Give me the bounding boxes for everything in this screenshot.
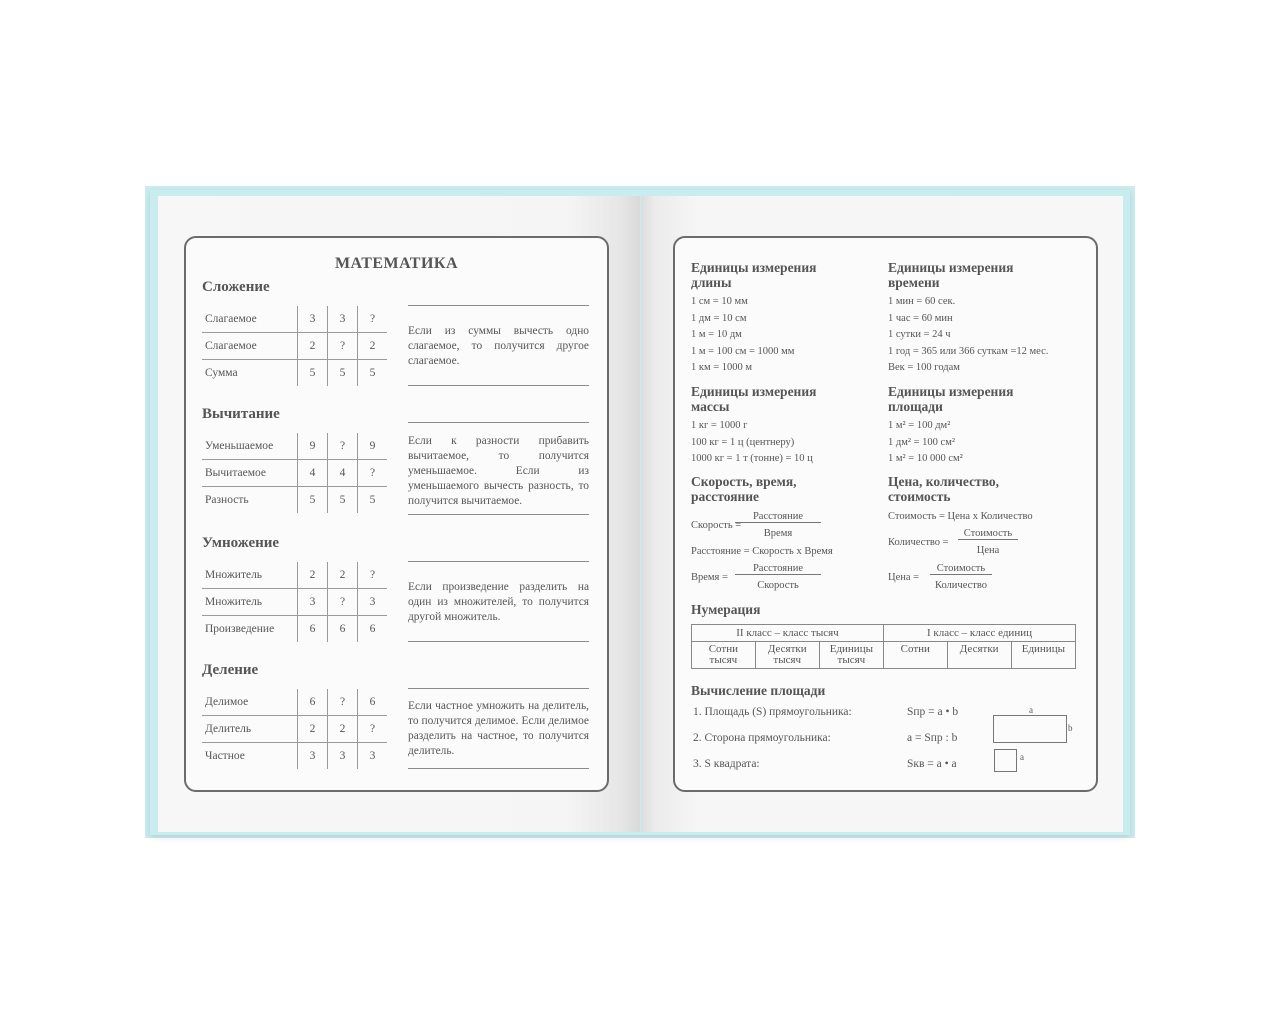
unit-line: 1 мин = 60 сек. — [888, 296, 956, 307]
rank-line: Десятки — [767, 643, 807, 655]
fraction-denominator: Количество — [934, 580, 988, 591]
divider — [408, 514, 589, 515]
divider — [408, 561, 589, 562]
row-label: Вычитаемое — [202, 460, 298, 487]
heading-line: массы — [691, 399, 730, 414]
area-calc-formula: a = Sпр : b — [907, 732, 958, 744]
unit-line: 1 см = 10 мм — [691, 296, 748, 307]
rank-line: тысяч — [773, 654, 802, 666]
unit-line: 1 сутки = 24 ч — [888, 329, 951, 340]
cell-value: ? — [358, 716, 388, 743]
time-formula — [691, 563, 861, 597]
cell-value: 3 — [298, 589, 328, 616]
row-label: Множитель — [202, 562, 298, 589]
area-calc-formula: Sпр = a • b — [907, 706, 959, 718]
area-calc-item: 2. Сторона прямоугольника: — [693, 732, 831, 744]
numeration-heading: Нумерация — [691, 602, 761, 617]
addition-note: Если из суммы вычесть одно слагаемое, то получится другое слагаемое. — [408, 325, 589, 367]
table-row — [202, 716, 387, 743]
square-diagram — [994, 749, 1017, 772]
fraction-numerator: Расстояние — [735, 511, 821, 523]
table-row — [692, 642, 1076, 669]
rank-cell — [692, 642, 756, 669]
cell-value: 6 — [358, 689, 388, 716]
heading-line: длины — [691, 275, 732, 290]
cell-value: 9 — [298, 433, 328, 460]
unit-line: 100 кг = 1 ц (центнеру) — [691, 436, 795, 448]
unit-line: 1 дм = 10 см — [691, 312, 747, 324]
heading-line: площади — [888, 399, 943, 414]
row-label: Произведение — [205, 623, 275, 635]
heading-line: Скорость, время, — [691, 474, 797, 489]
multiplication-note: Если произведение разделить на один из множителей, то получится другой множитель. — [408, 581, 589, 623]
rectangle-side-b-label: b — [1068, 723, 1073, 733]
length-heading — [691, 260, 816, 290]
price-heading — [888, 474, 999, 504]
mass-heading — [691, 384, 816, 414]
class-header: II класс – класс тысяч — [692, 625, 884, 642]
row-label: Делимое — [202, 689, 298, 716]
cell-value: 3 — [358, 743, 388, 770]
area-units — [888, 418, 963, 468]
row-label: Слагаемое — [202, 333, 298, 360]
cell-value: 4 — [298, 460, 328, 487]
cell-value: 3 — [328, 306, 358, 333]
cell-value: 5 — [298, 360, 328, 387]
rectangle-diagram — [993, 715, 1067, 743]
divider — [408, 768, 589, 769]
time-units — [888, 294, 1048, 377]
addition-table — [202, 306, 387, 386]
row-label: Сумма — [205, 367, 238, 379]
row-label: Делитель — [202, 716, 298, 743]
cell-value: 6 — [358, 616, 388, 643]
rank-cell — [947, 642, 1011, 669]
distance-formula: Расстояние = Скорость х Время — [691, 546, 833, 557]
square-side-label: a — [1020, 752, 1024, 762]
cell-value: 4 — [328, 460, 358, 487]
table-row — [202, 360, 387, 387]
left-panel — [184, 236, 609, 792]
cell-value: 3 — [298, 306, 328, 333]
formula-left: Скорость = — [691, 520, 742, 531]
numeration-table — [691, 624, 1076, 669]
formula-left: Цена = — [888, 572, 920, 583]
divider — [408, 641, 589, 642]
area-calc-item: 3. S квадрата: — [693, 758, 760, 770]
table-row — [692, 625, 1076, 642]
divider — [408, 688, 589, 689]
cell-value: 3 — [328, 743, 358, 770]
cell-value: 2 — [328, 562, 358, 589]
time-heading — [888, 260, 1013, 290]
row-label: Слагаемое — [202, 306, 298, 333]
unit-line: 1 км = 1000 м — [691, 362, 753, 373]
right-panel — [673, 236, 1098, 792]
cell-value: 5 — [358, 360, 388, 387]
class-header: I класс – класс единиц — [883, 625, 1075, 642]
unit-line: 1 м = 100 см = 1000 мм — [691, 345, 795, 357]
cell-value: 3 — [358, 589, 388, 616]
rank-line: Единицы — [1021, 643, 1065, 655]
area-calc-item: 1. Площадь (S) прямоугольника: — [693, 706, 852, 718]
division-note: Если частное умножить на делитель, то получится делимое. Если делимое разделить на частное, то получится делитель. — [408, 700, 589, 757]
fraction-denominator: Цена — [976, 545, 1000, 556]
row-label: Разность — [205, 494, 249, 506]
cell-value: ? — [328, 589, 358, 616]
cell-value: ? — [358, 460, 388, 487]
row-label: Множитель — [202, 589, 298, 616]
rectangle-side-a-label: a — [1029, 705, 1033, 715]
cell-value: ? — [358, 562, 388, 589]
cell-value: 5 — [298, 487, 328, 514]
cell-value: 6 — [328, 616, 358, 643]
cell-value: 6 — [298, 616, 328, 643]
quantity-formula — [888, 528, 1068, 562]
cell-value: ? — [328, 433, 358, 460]
cell-value: ? — [328, 333, 358, 360]
unit-line: 1 м = 10 дм — [691, 329, 742, 340]
subtraction-note: Если к разности прибавить вычитаемое, то получится уменьшаемое. Если из уменьшаемого вычесть разность, то получится вычитаемое. — [408, 435, 589, 507]
cell-value: 2 — [358, 333, 388, 360]
mass-units — [691, 418, 813, 468]
table-row — [202, 616, 387, 643]
length-units — [691, 294, 794, 377]
cell-value: 5 — [358, 487, 388, 514]
cell-value: ? — [358, 306, 388, 333]
fraction-numerator: Стоимость — [930, 563, 992, 575]
fraction-denominator: Скорость — [757, 580, 799, 591]
area-units-heading — [888, 384, 1013, 414]
row-label: Частное — [205, 750, 245, 762]
table-row — [202, 743, 387, 770]
rank-line: тысяч — [837, 654, 866, 666]
fraction-numerator: Стоимость — [958, 528, 1018, 540]
table-row — [202, 562, 387, 589]
unit-line: 1 год = 365 или 366 суткам =12 мес. — [888, 345, 1049, 357]
cell-value: 2 — [298, 716, 328, 743]
fraction-denominator: Время — [763, 528, 793, 539]
section-heading-addition: Сложение — [202, 279, 270, 295]
rank-cell — [819, 642, 883, 669]
rank-line: Единицы — [829, 643, 873, 655]
cost-formula: Стоимость = Цена х Количество — [888, 511, 1033, 522]
heading-line: Единицы измерения — [888, 260, 1014, 275]
table-row — [202, 689, 387, 716]
heading-line: расстояние — [691, 489, 760, 504]
divider — [408, 305, 589, 306]
divider — [408, 385, 589, 386]
cell-value: 9 — [358, 433, 388, 460]
area-calc-formula: Sкв = a • a — [907, 758, 957, 770]
table-row — [202, 306, 387, 333]
fraction-numerator: Расстояние — [735, 563, 821, 575]
area-calc-heading: Вычисление площади — [691, 683, 826, 698]
section-heading-multiplication: Умножение — [202, 535, 280, 551]
unit-line: 1000 кг = 1 т (тонне) = 10 ц — [691, 453, 813, 464]
rank-line: Десятки — [959, 643, 999, 655]
cell-value: 2 — [298, 333, 328, 360]
heading-line: Единицы измерения — [691, 384, 817, 399]
heading-line: времени — [888, 275, 940, 290]
rank-line: Сотни — [900, 643, 930, 655]
cell-value: ? — [328, 689, 358, 716]
rank-line: Сотни — [708, 643, 738, 655]
rank-cell — [1011, 642, 1075, 669]
page-title: МАТЕМАТИКА — [334, 255, 459, 272]
subtraction-table — [202, 433, 387, 513]
speed-formula — [691, 511, 861, 545]
unit-line: 1 м² = 10 000 см² — [888, 453, 963, 464]
formula-left: Количество = — [888, 537, 949, 548]
unit-line: 1 дм² = 100 см² — [888, 436, 956, 448]
unit-line: 1 час = 60 мин — [888, 312, 953, 324]
multiplication-table — [202, 562, 387, 642]
rank-line: тысяч — [709, 654, 738, 666]
heading-line: стоимость — [888, 489, 951, 504]
heading-line: Единицы измерения — [888, 384, 1014, 399]
formula-left: Время = — [691, 572, 728, 583]
price-formula — [888, 563, 1068, 597]
section-heading-division: Деление — [202, 662, 259, 678]
table-row — [202, 333, 387, 360]
cell-value: 6 — [298, 689, 328, 716]
table-row — [202, 460, 387, 487]
cell-value: 3 — [298, 743, 328, 770]
table-row — [202, 589, 387, 616]
section-heading-subtraction: Вычитание — [202, 406, 280, 422]
speed-heading — [691, 474, 797, 504]
cell-value: 2 — [298, 562, 328, 589]
table-row — [202, 433, 387, 460]
division-table — [202, 689, 387, 769]
heading-line: Единицы измерения — [691, 260, 817, 275]
unit-line: Век = 100 годам — [888, 362, 960, 373]
unit-line: 1 м² = 100 дм² — [888, 420, 951, 431]
heading-line: Цена, количество, — [888, 474, 1000, 489]
cell-value: 5 — [328, 487, 358, 514]
unit-line: 1 кг = 1000 г — [691, 420, 748, 431]
cell-value: 2 — [328, 716, 358, 743]
table-row — [202, 487, 387, 514]
rank-cell — [883, 642, 947, 669]
rank-cell — [755, 642, 819, 669]
row-label: Уменьшаемое — [202, 433, 298, 460]
divider — [408, 422, 589, 423]
cell-value: 5 — [328, 360, 358, 387]
